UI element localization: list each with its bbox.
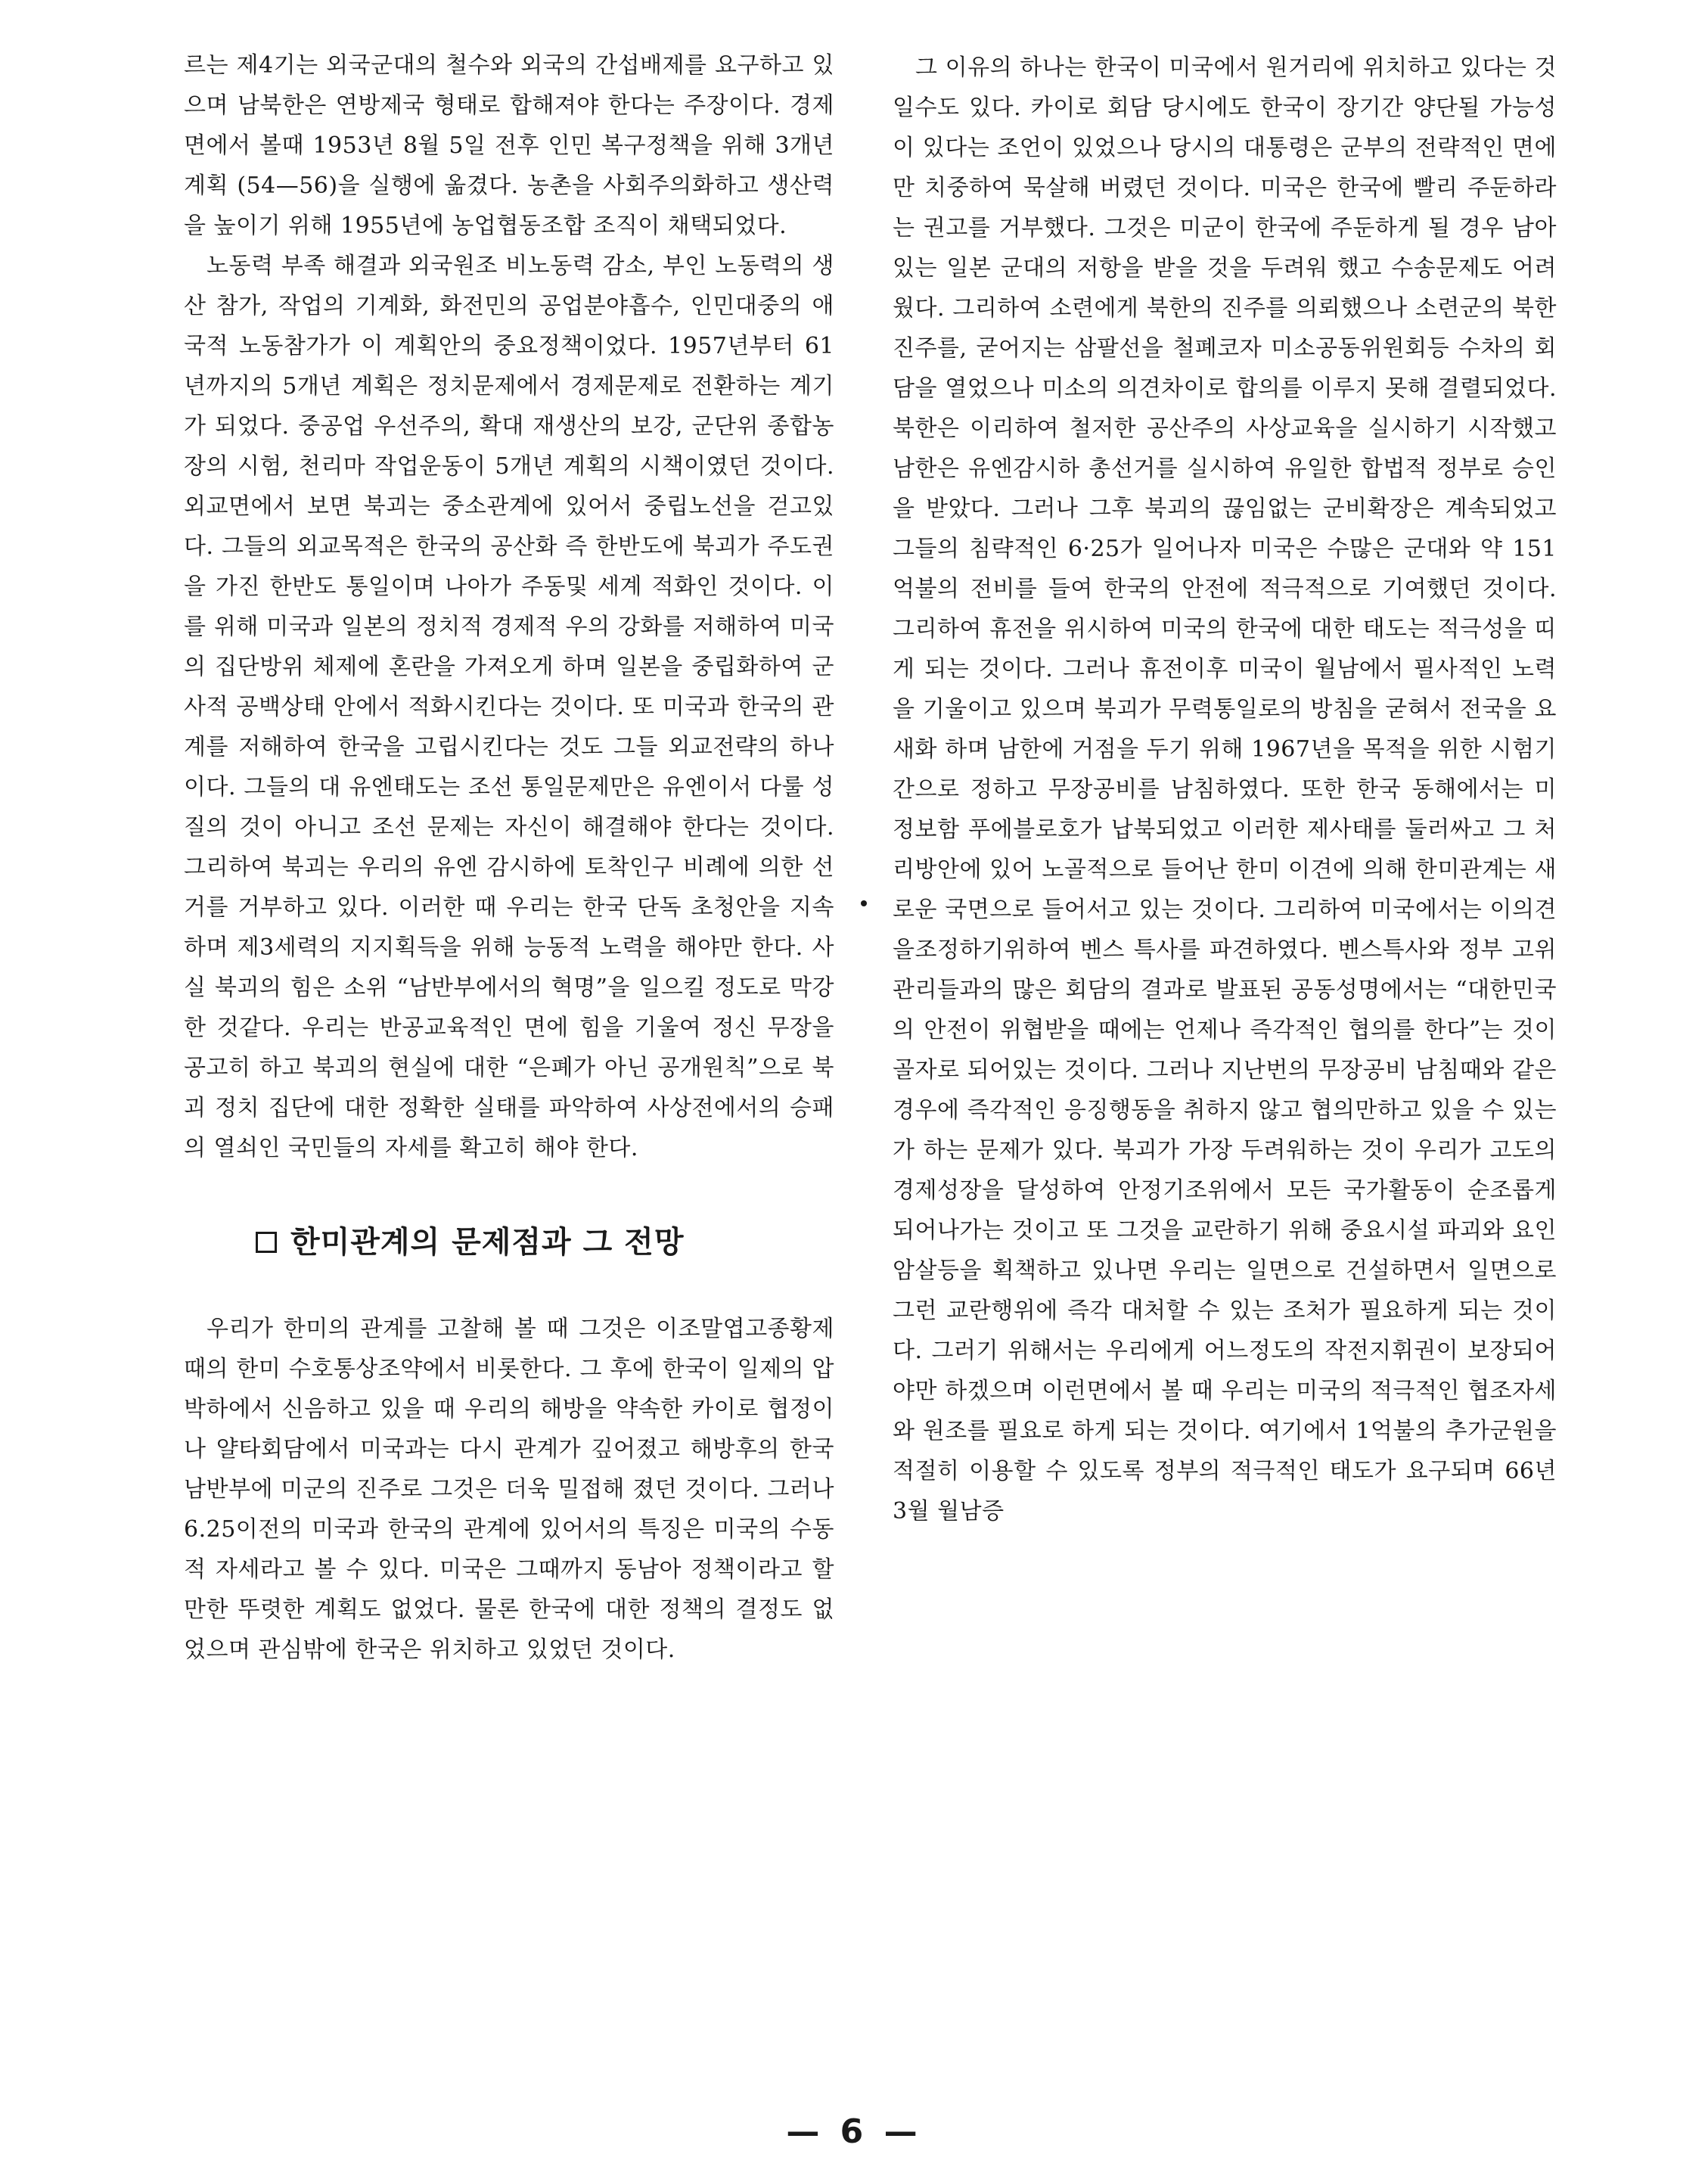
page-number: — 6 — bbox=[786, 2112, 922, 2151]
left-paragraph-2: 노동력 부족 해결과 외국원조 비노동력 감소, 부인 노동력의 생산 참가, 작업의 기계화, 화전민의 공업분야흡수, 인민대중의 애국적 노동참가가 이 계획안의 중요정책이었다. 1957년부터 61년까지의 5개년 계획은 정치문제에서 경제문제로 전환하는 계기가 되었다. 중공업 우선주의, 확대 재생산의 보강, 군단위 종합농장의 시험, 천리마 작업운동이 5개년 계획의 시책이였던 것이다. 외교면에서 보면 북괴는 중소관계에 있어서 중립노선을 걷고있다. 그들의 외교목적은 한국의 공산화 즉 한반도에 북괴가 주도권을 가진 한반도 통일이며 나아가 주동및 세계 적화인 것이다. 이를 위해 미국과 일본의 정치적 경제적 우의 강화를 저해하여 미국의 집단방위 체제에 혼란을 가져오게 하며 일본을 중립화하여 군사적 공백상태 안에서 적화시킨다는 것이다. 또 미국과 한국의 관계를 저해하여 한국을 고립시킨다는 것도 그들 외교전략의 하나이다. 그들의 대 유엔태도는 조선 통일문제만은 유엔이서 다룰 성질의 것이 아니고 조선 문제는 자신이 해결해야 한다는 것이다. 그리하여 북괴는 우리의 유엔 감시하에 토착인구 비례에 의한 선거를 거부하고 있다. 이러한 때 우리는 한국 단독 초청안을 지속하며 제3세력의 지지획득을 위해 능동적 노력을 해야만 한다. 사실 북괴의 힘은 소위 “남반부에서의 혁명”을 일으킬 정도로 막강한 것같다. 우리는 반공교육적인 면에 힘을 기울여 정신 무장을 공고히 하고 북괴의 현실에 대한 “은폐가 아닌 공개원칙”으로 북괴 정치 집단에 대한 정확한 실태를 파악하여 사상전에서의 승패의 열쇠인 국민들의 자세를 확고히 해야 한다. bbox=[184, 253, 834, 1161]
section-heading bbox=[256, 1221, 834, 1264]
left-paragraph-3: 우리가 한미의 관계를 고찰해 볼 때 그것은 이조말엽고종황제때의 한미 수호통상조약에서 비롯한다. 그 후에 한국이 일제의 압박하에서 신음하고 있을 때 우리의 해방을 약속한 카이로 협정이나 얄타회담에서 미국과는 다시 관계가 깊어졌고 해방후의 한국 남반부에 미군의 진주로 그것은 더욱 밀접해 졌던 것이다. 그러나 6.25이전의 미국과 한국의 관계에 있어서의 특징은 미국의 수동적 자세라고 볼 수 있다. 미국은 그때까지 동남아 정책이라고 할 만한 뚜렷한 계획도 없었다. 물론 한국에 대한 정책의 결정도 없었으며 관심밖에 한국은 위치하고 있었던 것이다. bbox=[184, 1316, 834, 1663]
right-column bbox=[893, 48, 1557, 1531]
left-column bbox=[184, 45, 834, 1670]
right-paragraph-1: 그 이유의 하나는 한국이 미국에서 원거리에 위치하고 있다는 것일수도 있다. 카이로 회담 당시에도 한국이 장기간 양단될 가능성이 있다는 조언이 있었으나 당시의 대통령은 군부의 전략적인 면에만 치중하여 묵살해 버렸던 것이다. 미국은 한국에 빨리 주둔하라는 권고를 거부했다. 그것은 미군이 한국에 주둔하게 될 경우 남아있는 일본 군대의 저항을 받을 것을 두려워 했고 수송문제도 어려웠다. 그리하여 소련에게 북한의 진주를 의뢰했으나 소련군의 북한 진주를, 굳어지는 삼팔선을 철폐코자 미소공동위원회등 수차의 회담을 열었으나 미소의 의견차이로 합의를 이루지 못해 결렬되었다. 북한은 이리하여 철저한 공산주의 사상교육을 실시하기 시작했고 남한은 유엔감시하 총선거를 실시하여 유일한 합법적 정부로 승인을 받았다. 그러나 그후 북괴의 끊임없는 군비확장은 계속되었고 그들의 침략적인 6·25가 일어나자 미국은 수많은 군대와 약 151억불의 전비를 들여 한국의 안전에 적극적으로 기여했던 것이다. 그리하여 휴전을 위시하여 미국의 한국에 대한 태도는 적극성을 띠게 되는 것이다. 그러나 휴전이후 미국이 월남에서 필사적인 노력을 기울이고 있으며 북괴가 무력통일로의 방침을 굳혀서 전국을 요새화 하며 남한에 거점을 두기 위해 1967년을 목적을 위한 시험기간으로 정하고 무장공비를 남침하였다. 또한 한국 동해에서는 미 정보함 푸에블로호가 납북되었고 이러한 제사태를 둘러싸고 그 처리방안에 있어 노골적으로 들어난 한미 이견에 의해 한미관계는 새로운 국면으로 들어서고 있는 것이다. 그리하여 미국에서는 이의견을조정하기위하여 벤스 특사를 파견하였다. 벤스특사와 정부 고위관리들과의 많은 회담의 결과로 발표된 공동성명에서는 “대한민국 의 안전이 위협받을 때에는 언제나 즉각적인 협의를 한다”는 것이 골자로 되어있는 것이다. 그러나 지난번의 무장공비 남침때와 같은 경우에 즉각적인 응징행동을 취하지 않고 협의만하고 있을 수 있는가 하는 문제가 있다. 북괴가 가장 두려워하는 것이 우리가 고도의 경제성장을 달성하여 안정기조위에서 모든 국가활동이 순조롭게 되어나가는 것이고 또 그것을 교란하기 위해 중요시설 파괴와 요인암살등을 획책하고 있나면 우리는 일면으로 건설하면서 일면으로 그런 교란행위에 즉각 대처할 수 있는 조처가 필요하게 되는 것이다. 그러기 위해서는 우리에게 어느정도의 작전지휘권이 보장되어야만 하겠으며 이런면에서 볼 때 우리는 미국의 적극적인 협조자세와 원조를 필요로 하게 되는 것이다. 여기에서 1억불의 추가군원을 적절히 이용할 수 있도록 정부의 적극적인 태도가 요구되며 66년 3월 월남증 bbox=[893, 54, 1557, 1525]
dot-bullet-icon bbox=[861, 900, 867, 906]
left-paragraph-1: 르는 제4기는 외국군대의 철수와 외국의 간섭배제를 요구하고 있으며 남북한은 연방제국 형태로 합해져야 한다는 주장이다. 경제면에서 볼때 1953년 8월 5일 전후 인민 복구정책을 위해 3개년 계획 (54—56)을 실행에 옮겼다. 농촌을 사회주의화하고 생산력을 높이기 위해 1955년에 농업협동조합 조직이 채택되었다. bbox=[184, 52, 834, 239]
square-outline-icon bbox=[256, 1232, 277, 1253]
section-heading-text: 한미관계의 문제점과 그 전망 bbox=[290, 1225, 685, 1260]
